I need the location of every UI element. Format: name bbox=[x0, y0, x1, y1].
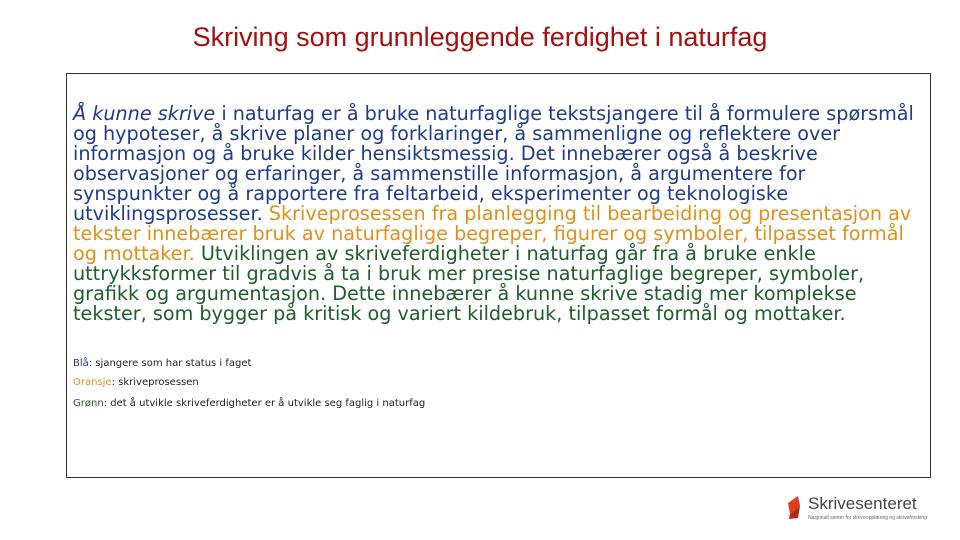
logo-mark-icon bbox=[786, 494, 802, 520]
skrivesenteret-logo bbox=[786, 494, 936, 524]
legend-key-blue: Blå bbox=[73, 358, 89, 369]
body-intro-italic: Å kunne skrive bbox=[73, 102, 216, 125]
legend-item-orange bbox=[73, 377, 199, 388]
legend-key-green: Grønn bbox=[73, 398, 104, 409]
legend-text-blue: : sjangere som har status i faget bbox=[88, 358, 252, 369]
body-blue-text: i naturfag er å bruke naturfaglige tekstsjangere til å formulere spørsmål og hypoteser, å skrive planer og forklaringer, å sammenligne og reflektere over informasjon og å bruke kilder hensiktsmessig. Det innebærer også å beskrive observasjoner og erfaringer, å sammenstille informasjon, å argumentere for synspunkter og å rapportere fra feltarbeid, eksperimenter og teknologiske utviklingsprosesser. bbox=[73, 102, 914, 225]
logo-name: Skrivesenteret bbox=[808, 494, 917, 513]
legend-text-green: : det å utvikle skriveferdigheter er å utvikle seg faglig i naturfag bbox=[103, 398, 426, 409]
logo-tagline: Nasjonalt senter for skriveopplæring og skriveforsking bbox=[808, 515, 927, 521]
body-paragraph bbox=[73, 104, 923, 324]
legend-item-blue bbox=[73, 358, 251, 369]
body-green-text: Utviklingen av skriveferdigheter i naturfag går fra å bruke enkle uttrykksformer til gradvis å ta i bruk mer presise naturfaglige begreper, symboler, grafikk og argumentasjon. Dette innebærer å kunne skrive stadig mer komplekse tekster, som bygger på kritisk og variert kildebruk, tilpasset formål og mottaker. bbox=[73, 242, 865, 325]
page-title: Skriving som grunnleggende ferdighet i naturfag bbox=[192, 22, 768, 52]
legend-item-green bbox=[73, 398, 425, 409]
legend-text-orange: : skriveprosessen bbox=[111, 377, 199, 388]
legend-key-orange: Oransje bbox=[73, 377, 112, 388]
body-orange-text: Skriveprosessen fra planlegging til bearbeiding og presentasjon av tekster innebærer bruk av naturfaglige begreper, figurer og symboler, tilpasset formål og mottaker. bbox=[73, 202, 912, 265]
